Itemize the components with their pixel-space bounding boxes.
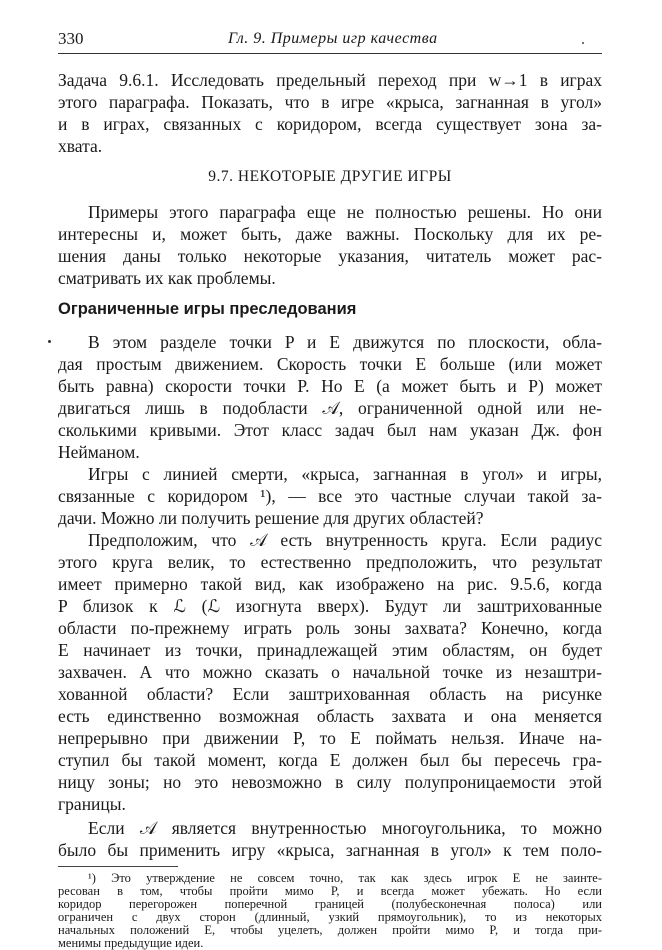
text-line: этого круга велик, то естественно предположить, что результат [58, 552, 602, 572]
text-line: хвата. [58, 136, 103, 156]
page-number: 330 [58, 29, 84, 48]
text-line: области по-прежнему играть роль зоны захвата? Конечно, когда [58, 618, 602, 638]
footnote-rule [58, 866, 178, 867]
header-rule [58, 53, 602, 54]
text-line: ницу зоны; но это невозможно в силу полупроницаемости этой [58, 772, 602, 792]
text-line: хованной области? Если заштрихованная область на рисунке [58, 684, 602, 704]
text-line: быть равна) скорости точки P. Но E (а может быть и P) может [58, 376, 602, 396]
text-line: Задача 9.6.1. Исследовать предельный переход при w→1 в играх [58, 70, 602, 90]
text-line: было бы применить игру «крыса, загнанная в угол» к тем поло- [58, 840, 602, 860]
text-line: шения даны только некоторые указания, читатель может рас- [58, 246, 602, 266]
text-line: сматривать их как проблемы. [58, 268, 276, 288]
subsection-heading: Ограниченные игры преследования [58, 300, 357, 318]
footnote-line: менимы предыдущие идеи. [58, 936, 204, 950]
print-speck [582, 42, 584, 44]
text-line: этого параграфа. Показать, что в игре «крыса, загнанная в угол» [58, 92, 602, 112]
page-header [58, 29, 602, 53]
section-heading: 9.7. НЕКОТОРЫЕ ДРУГИЕ ИГРЫ [208, 168, 452, 185]
text-line: захвачен. А что можно сказать о начальной точке из незаштри- [58, 662, 602, 682]
text-line: Нейманом. [58, 442, 140, 462]
footnote-line: начальных положений E, чтобы уцелеть, должен пройти мимо P, и тогда при- [58, 923, 602, 937]
text-line: двигаться лишь в подобласти 𝒜, ограниченной одной или не- [58, 398, 602, 418]
text-line: и в играх, связанных с коридором, всегда существует зона за- [58, 114, 602, 134]
text-line: Предположим, что 𝒜 есть внутренность круга. Если радиус [88, 530, 602, 550]
text-line: P близок к ℒ (ℒ изогнута вверх). Будут ли заштрихованные [58, 596, 602, 616]
text-line: границы. [58, 794, 126, 814]
text-line: дая простым движением. Скорость точки E больше (или может [58, 354, 602, 374]
text-line: сколькими кривыми. Этот класс задач был нам указан Дж. фон [58, 420, 602, 440]
text-line: В этом разделе точки P и E движутся по плоскости, обла- [88, 332, 602, 352]
footnote-line: ресован в том, чтобы пройти мимо P, и всегда может убежать. Но если [58, 884, 602, 898]
text-line: имеет примерно такой вид, как изображено на рис. 9.5.6, когда [58, 574, 602, 594]
text-line: ступил бы такой момент, когда E должен был бы пересечь гра- [58, 750, 602, 770]
text-line: связанные с коридором ¹), — все это частные случаи такой за- [58, 486, 602, 506]
text-line: Если 𝒜 является внутренностью многоугольника, то можно [88, 818, 602, 838]
text-line: E начинает из точки, принадлежащей этим областям, он будет [58, 640, 602, 660]
footnote-line: ограничен с двух сторон (длинный, узкий прямоугольник), то из некоторых [58, 910, 602, 924]
text-line: Игры с линией смерти, «крыса, загнанная в угол» и игры, [88, 464, 602, 484]
footnote-line: ¹) Это утверждение не совсем точно, так как здесь игрок E не заинте- [88, 871, 602, 885]
text-line: Примеры этого параграфа еще не полностью решены. Но они [88, 202, 602, 222]
text-line: дачи. Можно ли получить решение для других областей? [58, 508, 484, 528]
text-line: интересны и, может быть, даже важны. Поскольку для их ре- [58, 224, 602, 244]
print-speck [48, 340, 51, 343]
text-line: непрерывно при движении P, то E поймать нельзя. Иначе на- [58, 728, 602, 748]
running-head: Гл. 9. Примеры игр качества [228, 30, 438, 47]
text-line: есть единственно возможная область захвата и она меняется [58, 706, 602, 726]
footnote-line: коридор перегорожен поперечной границей (полубесконечная полоса) или [58, 897, 602, 911]
